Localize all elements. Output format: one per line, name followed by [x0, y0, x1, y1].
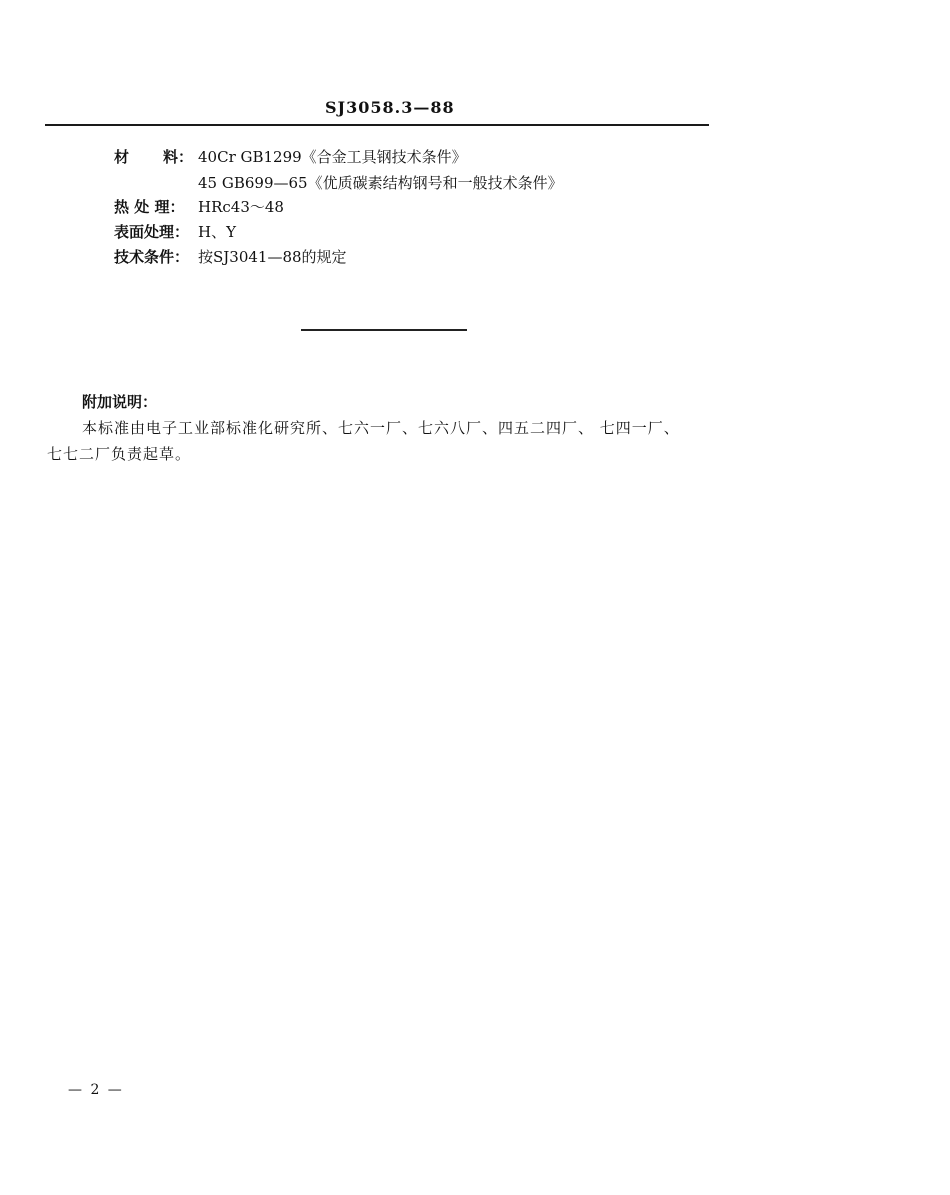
- surface-treatment-label: 表面处理：: [114, 223, 190, 241]
- technical-conditions-label: 技术条件：: [114, 248, 190, 266]
- additional-notes-line-1: 本标准由电子工业部标准化研究所、七六一厂、七六八厂、四五二四厂、 七四一厂、: [82, 419, 680, 437]
- additional-notes-line-2: 七七二厂负责起草。: [47, 445, 192, 463]
- material-value-2: 45 GB699—65《优质碳素结构钢号和一般技术条件》: [198, 174, 563, 192]
- technical-conditions-value: 按SJ3041—88的规定: [198, 248, 347, 266]
- section-divider: [301, 329, 467, 331]
- page-number: — 2 —: [68, 1082, 124, 1098]
- heat-treatment-value: HRc43～48: [198, 198, 284, 216]
- header-divider: [45, 124, 709, 126]
- heat-treatment-label: 热 处 理：: [114, 198, 185, 216]
- material-label-part-a: 材: [114, 148, 130, 166]
- document-code: SJ3058.3—88: [325, 98, 455, 117]
- material-label: [114, 146, 193, 167]
- material-label-part-b: 料：: [163, 148, 194, 166]
- material-value-1: 40Cr GB1299《合金工具钢技术条件》: [198, 148, 467, 166]
- additional-notes-title: 附加说明：: [82, 393, 158, 411]
- surface-treatment-value: H、Y: [198, 223, 236, 241]
